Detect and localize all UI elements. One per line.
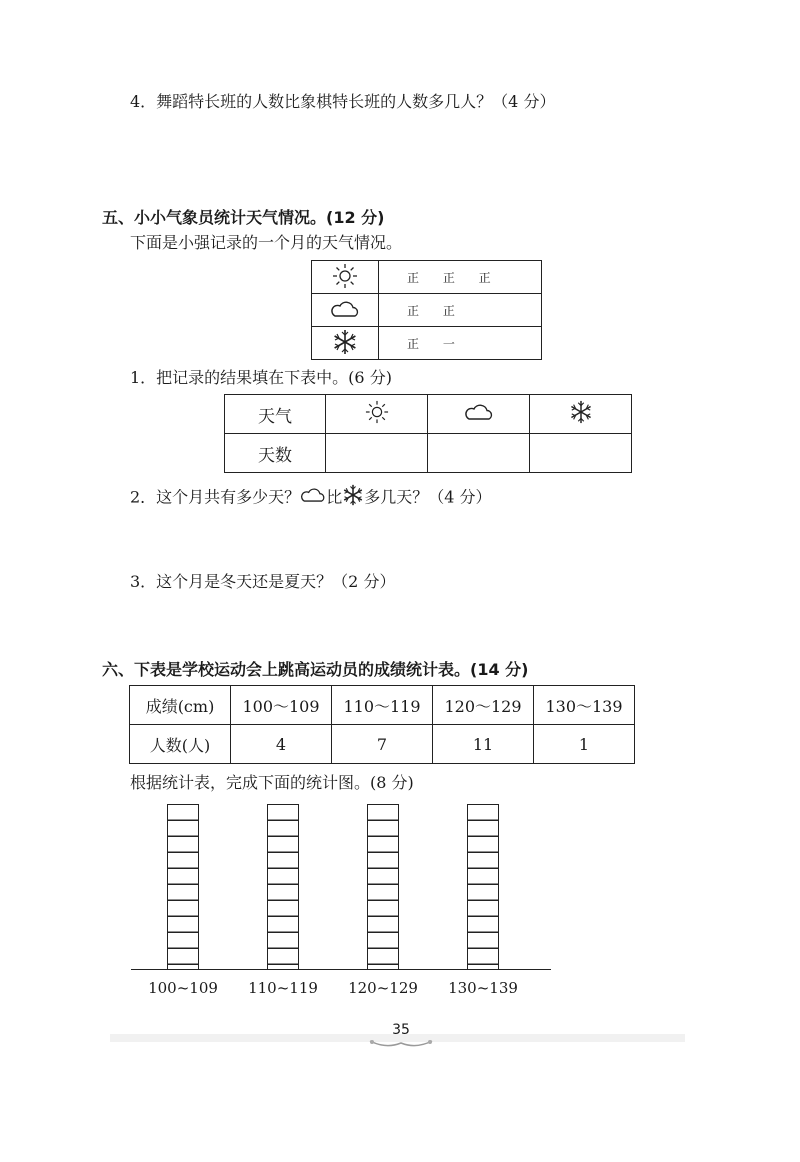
x-tick-label: 120~129	[348, 979, 418, 997]
chart-instruction: 根据统计表，完成下面的统计图。(8 分)	[130, 773, 414, 792]
range-cell: 120～129	[433, 686, 534, 725]
tally-row-snow	[312, 327, 542, 360]
x-tick-label: 110~119	[248, 979, 318, 997]
cloud-icon	[312, 294, 379, 327]
cloud-icon	[300, 486, 326, 510]
cloud-days-blank[interactable]	[428, 434, 530, 473]
range-cell: 110～119	[332, 686, 433, 725]
sun-icon	[312, 261, 379, 294]
snowflake-icon	[530, 395, 632, 434]
tally-marks: 正 正	[379, 294, 542, 327]
bar-column-grid[interactable]	[167, 804, 199, 969]
range-cell: 130～139	[534, 686, 635, 725]
count-cell: 1	[534, 725, 635, 764]
score-header-label: 成绩(cm)	[130, 686, 231, 725]
question-4: 4．舞蹈特长班的人数比象棋特长班的人数多几人？（4 分）	[130, 92, 556, 111]
bar-column-grid[interactable]	[267, 804, 299, 969]
section-6-title: 六、下表是学校运动会上跳高运动员的成绩统计表。(14 分)	[102, 660, 529, 679]
tally-table	[311, 260, 542, 360]
x-tick-label: 100~109	[148, 979, 218, 997]
days-label: 天数	[225, 434, 326, 473]
sun-icon	[326, 395, 428, 434]
count-label: 人数(人)	[130, 725, 231, 764]
bar-column-grid[interactable]	[467, 804, 499, 969]
snowflake-icon	[342, 484, 364, 512]
question-5-1: 1．把记录的结果填在下表中。(6 分)	[130, 368, 392, 387]
x-tick-label: 130~139	[448, 979, 518, 997]
ribbon-ornament-icon	[366, 1036, 436, 1055]
tally-row-cloud	[312, 294, 542, 327]
page-number: 35	[392, 1022, 410, 1038]
weather-fill-table	[224, 394, 632, 473]
high-jump-score-table	[129, 685, 635, 764]
weather-label: 天气	[225, 395, 326, 434]
snow-days-blank[interactable]	[530, 434, 632, 473]
cloud-icon	[428, 395, 530, 434]
section-5-title: 五、小小气象员统计天气情况。(12 分)	[102, 208, 385, 227]
question-5-2: 2．这个月共有多少天？ 比 多几天？（4 分）	[130, 484, 491, 512]
count-cell: 4	[231, 725, 332, 764]
sun-days-blank[interactable]	[326, 434, 428, 473]
bar-column-grid[interactable]	[367, 804, 399, 969]
snowflake-icon	[312, 327, 379, 360]
range-cell: 100～109	[231, 686, 332, 725]
x-axis	[131, 969, 551, 970]
tally-marks: 正 一	[379, 327, 542, 360]
count-cell: 7	[332, 725, 433, 764]
section-5-intro: 下面是小强记录的一个月的天气情况。	[130, 233, 403, 252]
tally-marks: 正 正 正	[379, 261, 542, 294]
tally-row-sun	[312, 261, 542, 294]
count-cell: 11	[433, 725, 534, 764]
question-5-3: 3．这个月是冬天还是夏天？（2 分）	[130, 572, 396, 591]
